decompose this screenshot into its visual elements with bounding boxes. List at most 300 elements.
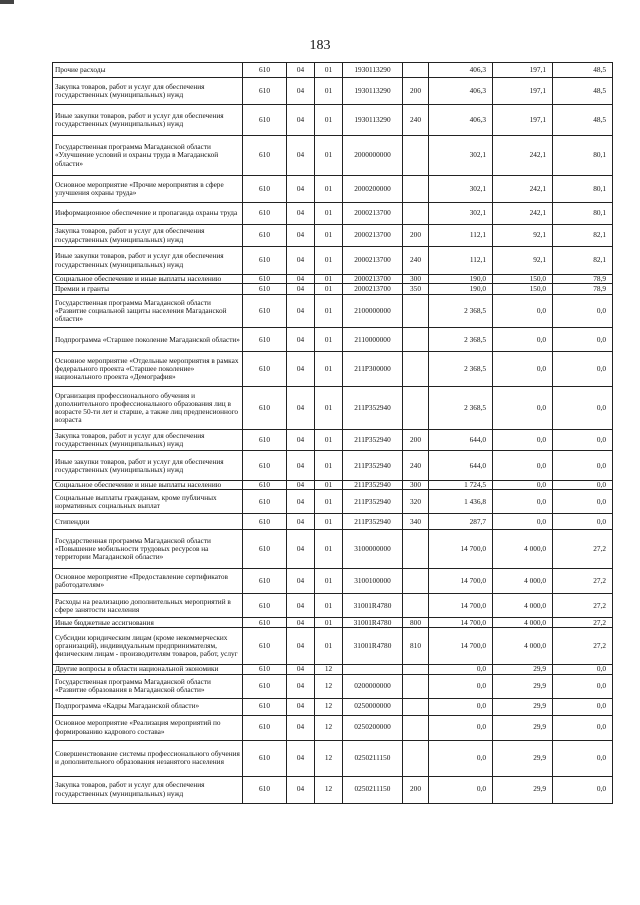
expense-type-cell [403,203,429,225]
target-article-cell: 0200000000 [343,674,403,698]
table-row [53,715,613,740]
table-row [53,284,613,295]
expense-type-cell [403,176,429,203]
section-cell: 04 [287,715,315,740]
amount-planned-cell: 0,0 [429,698,493,715]
ved-cell: 610 [243,63,287,78]
subsection-cell: 01 [315,284,343,295]
amount-executed-cell: 29,9 [493,776,553,803]
amount-executed-cell: 150,0 [493,284,553,295]
table-row [53,569,613,594]
target-article-cell: 3100100000 [343,569,403,594]
expense-type-cell: 240 [403,451,429,481]
amount-executed-cell: 0,0 [493,387,553,430]
amount-executed-cell: 4 000,0 [493,569,553,594]
percent-cell: 27,2 [553,628,613,665]
ved-cell: 610 [243,628,287,665]
row-name-cell: Премии и гранты [53,284,243,295]
percent-cell: 27,2 [553,569,613,594]
target-article-cell: 2110000000 [343,328,403,352]
amount-executed-cell: 4 000,0 [493,594,553,618]
subsection-cell: 01 [315,203,343,225]
budget-table [52,62,613,804]
percent-cell: 27,2 [553,618,613,628]
expense-type-cell [403,328,429,352]
ved-cell: 610 [243,328,287,352]
percent-cell: 0,0 [553,328,613,352]
expense-type-cell: 800 [403,618,429,628]
amount-planned-cell: 14 700,0 [429,618,493,628]
amount-executed-cell: 0,0 [493,490,553,514]
row-name-cell: Государственная программа Магаданской области «Улучшение условий и охраны труда в Магаданской области» [53,136,243,176]
table-row [53,674,613,698]
row-name-cell: Расходы на реализацию дополнительных мероприятий в сфере занятости населения [53,594,243,618]
section-cell: 04 [287,275,315,284]
section-cell: 04 [287,698,315,715]
percent-cell: 0,0 [553,674,613,698]
percent-cell: 0,0 [553,715,613,740]
row-name-cell: Государственная программа Магаданской области «Развитие социальной защиты населения Магаданской области» [53,295,243,328]
percent-cell: 0,0 [553,665,613,674]
ved-cell: 610 [243,481,287,490]
table-row [53,63,613,78]
ved-cell: 610 [243,430,287,451]
row-name-cell: Иные бюджетные ассигнования [53,618,243,628]
percent-cell: 80,1 [553,176,613,203]
row-name-cell: Закупка товаров, работ и услуг для обеспечения государственных (муниципальных) нужд [53,78,243,105]
row-name-cell: Государственная программа Магаданской области «Повышение мобильности трудовых ресурсов на территории Магаданской области» [53,530,243,569]
percent-cell: 82,1 [553,225,613,247]
expense-type-cell [403,698,429,715]
table-row [53,275,613,284]
subsection-cell: 01 [315,295,343,328]
table-row [53,451,613,481]
amount-planned-cell: 14 700,0 [429,530,493,569]
subsection-cell: 01 [315,136,343,176]
expense-type-cell: 200 [403,225,429,247]
amount-planned-cell: 2 368,5 [429,328,493,352]
table-row [53,78,613,105]
section-cell: 04 [287,284,315,295]
target-article-cell: 0250000000 [343,698,403,715]
ved-cell: 610 [243,105,287,136]
row-name-cell: Стипендии [53,514,243,530]
amount-executed-cell: 242,1 [493,176,553,203]
table-row [53,740,613,776]
target-article-cell: 1930113290 [343,63,403,78]
amount-executed-cell: 29,9 [493,674,553,698]
target-article-cell: 2000200000 [343,176,403,203]
target-article-cell: 0250211150 [343,776,403,803]
row-name-cell: Иные закупки товаров, работ и услуг для обеспечения государственных (муниципальных) нужд [53,247,243,275]
subsection-cell: 01 [315,225,343,247]
subsection-cell: 01 [315,78,343,105]
amount-executed-cell: 4 000,0 [493,618,553,628]
percent-cell: 0,0 [553,295,613,328]
subsection-cell: 01 [315,352,343,387]
target-article-cell: 0250200000 [343,715,403,740]
amount-planned-cell: 1 724,5 [429,481,493,490]
subsection-cell: 01 [315,176,343,203]
amount-planned-cell: 644,0 [429,451,493,481]
row-name-cell: Государственная программа Магаданской области «Развитие образования в Магаданской области» [53,674,243,698]
section-cell: 04 [287,387,315,430]
ved-cell: 610 [243,136,287,176]
row-name-cell: Подпрограмма «Старшее поколение Магаданской области» [53,328,243,352]
percent-cell: 82,1 [553,247,613,275]
subsection-cell: 01 [315,594,343,618]
amount-planned-cell: 0,0 [429,776,493,803]
subsection-cell: 12 [315,740,343,776]
section-cell: 04 [287,430,315,451]
amount-executed-cell: 4 000,0 [493,628,553,665]
amount-executed-cell: 0,0 [493,328,553,352]
target-article-cell: 1930113290 [343,105,403,136]
subsection-cell: 01 [315,63,343,78]
amount-planned-cell: 302,1 [429,136,493,176]
amount-planned-cell: 406,3 [429,105,493,136]
expense-type-cell: 300 [403,275,429,284]
amount-executed-cell: 242,1 [493,203,553,225]
target-article-cell: 2000213700 [343,225,403,247]
target-article-cell [343,665,403,674]
row-name-cell: Иные закупки товаров, работ и услуг для обеспечения государственных (муниципальных) нужд [53,451,243,481]
amount-executed-cell: 29,9 [493,665,553,674]
subsection-cell: 01 [315,530,343,569]
target-article-cell: 2000213700 [343,247,403,275]
section-cell: 04 [287,514,315,530]
expense-type-cell [403,569,429,594]
row-name-cell: Закупка товаров, работ и услуг для обеспечения государственных (муниципальных) нужд [53,225,243,247]
subsection-cell: 01 [315,514,343,530]
expense-type-cell: 200 [403,78,429,105]
ved-cell: 610 [243,176,287,203]
table-row [53,481,613,490]
percent-cell: 48,5 [553,105,613,136]
amount-planned-cell: 2 368,5 [429,352,493,387]
subsection-cell: 01 [315,105,343,136]
amount-planned-cell: 190,0 [429,284,493,295]
page-number: 183 [309,38,331,53]
table-row [53,618,613,628]
amount-planned-cell: 2 368,5 [429,387,493,430]
amount-planned-cell: 302,1 [429,203,493,225]
row-name-cell: Основное мероприятие «Реализация мероприятий по формированию кадрового состава» [53,715,243,740]
expense-type-cell: 200 [403,776,429,803]
expense-type-cell: 340 [403,514,429,530]
section-cell: 04 [287,225,315,247]
amount-executed-cell: 197,1 [493,78,553,105]
section-cell: 04 [287,105,315,136]
section-cell: 04 [287,569,315,594]
row-name-cell: Подпрограмма «Кадры Магаданской области» [53,698,243,715]
expense-type-cell: 240 [403,105,429,136]
ved-cell: 610 [243,225,287,247]
row-name-cell: Социальное обеспечение и иные выплаты населению [53,275,243,284]
section-cell: 04 [287,63,315,78]
subsection-cell: 12 [315,698,343,715]
ved-cell: 610 [243,594,287,618]
amount-planned-cell: 2 368,5 [429,295,493,328]
subsection-cell: 01 [315,275,343,284]
amount-executed-cell: 92,1 [493,247,553,275]
amount-executed-cell: 150,0 [493,275,553,284]
ved-cell: 610 [243,674,287,698]
subsection-cell: 12 [315,674,343,698]
table-row [53,247,613,275]
ved-cell: 610 [243,776,287,803]
expense-type-cell [403,352,429,387]
amount-planned-cell: 302,1 [429,176,493,203]
section-cell: 04 [287,451,315,481]
row-name-cell: Информационное обеспечение и пропаганда охраны труда [53,203,243,225]
percent-cell: 0,0 [553,514,613,530]
ved-cell: 610 [243,715,287,740]
expense-type-cell [403,136,429,176]
percent-cell: 80,1 [553,136,613,176]
subsection-cell: 01 [315,618,343,628]
amount-planned-cell: 0,0 [429,740,493,776]
amount-planned-cell: 287,7 [429,514,493,530]
table-row [53,352,613,387]
ved-cell: 610 [243,284,287,295]
percent-cell: 27,2 [553,530,613,569]
expense-type-cell [403,387,429,430]
section-cell: 04 [287,618,315,628]
amount-executed-cell: 0,0 [493,514,553,530]
section-cell: 04 [287,776,315,803]
ved-cell: 610 [243,740,287,776]
expense-type-cell [403,674,429,698]
expense-type-cell [403,740,429,776]
amount-executed-cell: 29,9 [493,698,553,715]
target-article-cell: 211P300000 [343,352,403,387]
expense-type-cell [403,295,429,328]
target-article-cell: 211P352940 [343,430,403,451]
amount-planned-cell: 0,0 [429,665,493,674]
section-cell: 04 [287,136,315,176]
section-cell: 04 [287,490,315,514]
row-name-cell: Закупка товаров, работ и услуг для обеспечения государственных (муниципальных) нужд [53,776,243,803]
row-name-cell: Иные закупки товаров, работ и услуг для обеспечения государственных (муниципальных) нужд [53,105,243,136]
table-row [53,295,613,328]
subsection-cell: 01 [315,569,343,594]
amount-executed-cell: 92,1 [493,225,553,247]
subsection-cell: 01 [315,451,343,481]
amount-planned-cell: 406,3 [429,63,493,78]
table-row [53,490,613,514]
percent-cell: 48,5 [553,63,613,78]
expense-type-cell [403,715,429,740]
section-cell: 04 [287,740,315,776]
table-row [53,530,613,569]
subsection-cell: 01 [315,247,343,275]
amount-planned-cell: 190,0 [429,275,493,284]
table-row [53,665,613,674]
row-name-cell: Социальное обеспечение и иные выплаты населению [53,481,243,490]
ved-cell: 610 [243,247,287,275]
ved-cell: 610 [243,490,287,514]
expense-type-cell [403,63,429,78]
target-article-cell: 3100000000 [343,530,403,569]
target-article-cell: 31001R4780 [343,628,403,665]
amount-planned-cell: 112,1 [429,225,493,247]
table-body [53,63,613,804]
target-article-cell: 2000000000 [343,136,403,176]
target-article-cell: 2000213700 [343,284,403,295]
subsection-cell: 01 [315,490,343,514]
row-name-cell: Основное мероприятие «Предоставление сертификатов работодателям» [53,569,243,594]
amount-planned-cell: 112,1 [429,247,493,275]
subsection-cell: 01 [315,328,343,352]
section-cell: 04 [287,530,315,569]
table-row [53,514,613,530]
target-article-cell: 211P352940 [343,451,403,481]
percent-cell: 78,9 [553,284,613,295]
table-row [53,387,613,430]
row-name-cell: Субсидии юридическим лицам (кроме некоммерческих организаций), индивидуальным предпринимателям, физическим лицам - производителям товаров, работ, услуг [53,628,243,665]
table-row [53,430,613,451]
ved-cell: 610 [243,203,287,225]
section-cell: 04 [287,295,315,328]
row-name-cell: Совершенствование системы профессионального обучения и дополнительного образования незанятого населения [53,740,243,776]
expense-type-cell [403,530,429,569]
percent-cell: 0,0 [553,776,613,803]
target-article-cell: 31001R4780 [343,594,403,618]
percent-cell: 0,0 [553,740,613,776]
section-cell: 04 [287,674,315,698]
percent-cell: 0,0 [553,451,613,481]
ved-cell: 610 [243,530,287,569]
table-row [53,698,613,715]
amount-executed-cell: 197,1 [493,63,553,78]
ved-cell: 610 [243,451,287,481]
subsection-cell: 01 [315,387,343,430]
amount-executed-cell: 0,0 [493,430,553,451]
ved-cell: 610 [243,275,287,284]
target-article-cell: 2000213700 [343,203,403,225]
amount-planned-cell: 0,0 [429,674,493,698]
expense-type-cell: 200 [403,430,429,451]
subsection-cell: 01 [315,628,343,665]
ved-cell: 610 [243,698,287,715]
table-row [53,105,613,136]
amount-planned-cell: 1 436,8 [429,490,493,514]
percent-cell: 0,0 [553,352,613,387]
row-name-cell: Основное мероприятие «Прочие мероприятия в сфере улучшения охраны труда» [53,176,243,203]
amount-planned-cell: 406,3 [429,78,493,105]
ved-cell: 610 [243,569,287,594]
amount-planned-cell: 14 700,0 [429,628,493,665]
section-cell: 04 [287,352,315,387]
section-cell: 04 [287,328,315,352]
section-cell: 04 [287,203,315,225]
subsection-cell: 01 [315,430,343,451]
expense-type-cell [403,594,429,618]
percent-cell: 0,0 [553,430,613,451]
table-row [53,136,613,176]
target-article-cell: 0250211150 [343,740,403,776]
row-name-cell: Организация профессионального обучения и дополнительного профессионального образования лиц в возрасте 50-ти лет и старше, а также лиц предпенсионного возраста [53,387,243,430]
subsection-cell: 12 [315,665,343,674]
row-name-cell: Другие вопросы в области национальной экономики [53,665,243,674]
ved-cell: 610 [243,618,287,628]
percent-cell: 27,2 [553,594,613,618]
target-article-cell: 211P352940 [343,481,403,490]
target-article-cell: 211P352940 [343,490,403,514]
amount-planned-cell: 644,0 [429,430,493,451]
row-name-cell: Основное мероприятие «Отдельные мероприятия в рамках федерального проекта «Старшее поколение» национального проекта «Демография» [53,352,243,387]
ved-cell: 610 [243,665,287,674]
section-cell: 04 [287,665,315,674]
amount-executed-cell: 4 000,0 [493,530,553,569]
section-cell: 04 [287,78,315,105]
target-article-cell: 211P352940 [343,387,403,430]
ved-cell: 610 [243,387,287,430]
subsection-cell: 12 [315,776,343,803]
ved-cell: 610 [243,78,287,105]
amount-executed-cell: 29,9 [493,740,553,776]
table-row [53,328,613,352]
amount-executed-cell: 29,9 [493,715,553,740]
ved-cell: 610 [243,514,287,530]
amount-executed-cell: 0,0 [493,481,553,490]
expense-type-cell: 320 [403,490,429,514]
table-row [53,176,613,203]
section-cell: 04 [287,628,315,665]
amount-planned-cell: 0,0 [429,715,493,740]
section-cell: 04 [287,247,315,275]
target-article-cell: 1930113290 [343,78,403,105]
row-name-cell: Социальные выплаты гражданам, кроме публичных нормативных социальных выплат [53,490,243,514]
row-name-cell: Закупка товаров, работ и услуг для обеспечения государственных (муниципальных) нужд [53,430,243,451]
expense-type-cell: 350 [403,284,429,295]
scan-corner-mark [0,0,14,4]
ved-cell: 610 [243,352,287,387]
target-article-cell: 2000213700 [343,275,403,284]
table-row [53,203,613,225]
percent-cell: 48,5 [553,78,613,105]
percent-cell: 0,0 [553,490,613,514]
amount-planned-cell: 14 700,0 [429,594,493,618]
percent-cell: 0,0 [553,698,613,715]
table-row [53,628,613,665]
amount-planned-cell: 14 700,0 [429,569,493,594]
target-article-cell: 211P352940 [343,514,403,530]
section-cell: 04 [287,481,315,490]
amount-executed-cell: 242,1 [493,136,553,176]
subsection-cell: 01 [315,481,343,490]
percent-cell: 0,0 [553,387,613,430]
amount-executed-cell: 0,0 [493,295,553,328]
table-row [53,776,613,803]
ved-cell: 610 [243,295,287,328]
row-name-cell: Прочие расходы [53,63,243,78]
target-article-cell: 2100000000 [343,295,403,328]
section-cell: 04 [287,176,315,203]
amount-executed-cell: 197,1 [493,105,553,136]
amount-executed-cell: 0,0 [493,451,553,481]
percent-cell: 78,9 [553,275,613,284]
expense-type-cell: 240 [403,247,429,275]
table-row [53,225,613,247]
target-article-cell: 31001R4780 [343,618,403,628]
expense-type-cell: 300 [403,481,429,490]
percent-cell: 80,1 [553,203,613,225]
section-cell: 04 [287,594,315,618]
expense-type-cell: 810 [403,628,429,665]
percent-cell: 0,0 [553,481,613,490]
